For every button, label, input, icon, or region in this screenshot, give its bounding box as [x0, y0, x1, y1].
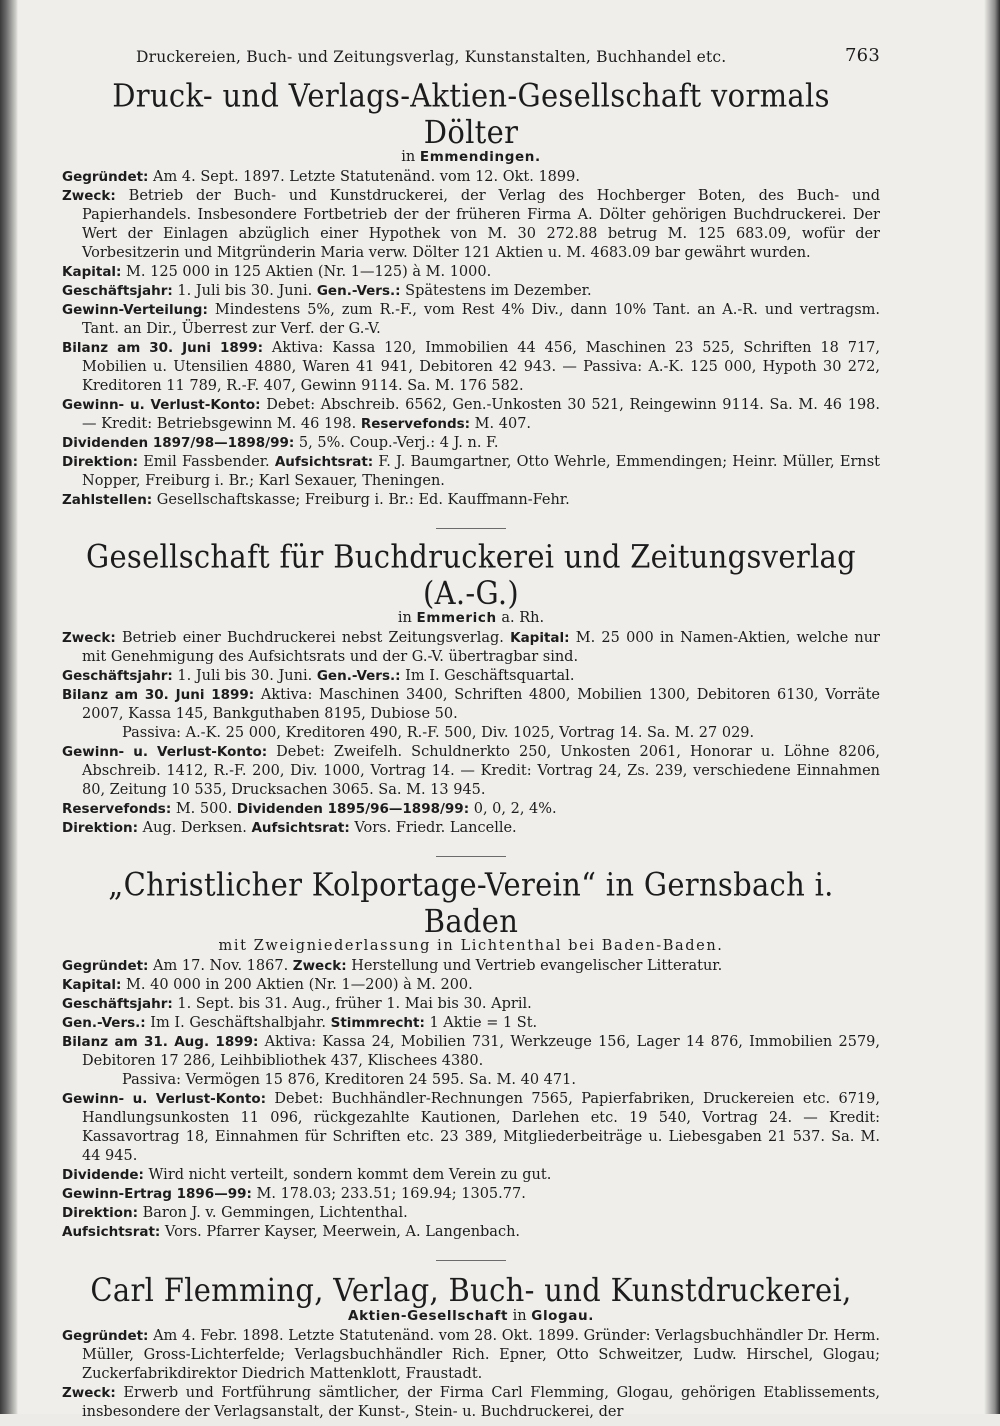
entry-label: Zweck:: [62, 188, 116, 204]
entry-label: Gewinn- u. Verlust-Konto:: [62, 744, 268, 760]
entry-line: [62, 168, 880, 187]
entry-text: Passiva: Vermögen 15 876, Kreditoren 24 595. Sa. M. 40 471.: [122, 1072, 576, 1088]
entry-text: Gesellschaftskasse; Freiburg i. Br.: Ed. Kauffmann-Fehr.: [152, 492, 570, 508]
subtitle-prefix: in: [397, 610, 417, 626]
entry-text: Debet: Abschreib. 6562, Gen.-Unkosten 30 521, Reingewinn 9114. Sa. M. 46 198. — Kredit: Betriebsgewinn M. 46 198.: [82, 397, 881, 432]
entry-line: [62, 453, 880, 491]
entry-line: [62, 491, 880, 510]
entry-line: [62, 1071, 880, 1090]
entry-line: [62, 1327, 880, 1384]
entry-line: [62, 1090, 880, 1166]
entry-label: Kapital:: [62, 977, 122, 993]
entry-text: Betrieb der Buch- und Kunstdruckerei, der Verlag des Hochberger Boten, des Buch- und Papierhandels. Insbesondere Fortbetrieb der der früheren Firma A. Dölter gehörigen Buchdruckerei. Der Wert der Einlagen abzüglich einer Hypothek von M. 30 272.88 betrug M. 125 683.09, wofür der Vorbesitzerin und Mitgründerin Maria verw. Dölter 121 Aktien u. M. 4683.09 bar gewährt wurden.: [82, 188, 880, 261]
firm-entry: [62, 528, 880, 838]
entry-line: [62, 1033, 880, 1071]
entry-text: M. 178.03; 233.51; 169.94; 1305.77.: [251, 1186, 526, 1202]
subtitle-city: Aktien-Gesellschaft: [348, 1308, 509, 1324]
entry-label: Gegründet:: [62, 958, 149, 974]
entry-label: Gewinn- u. Verlust-Konto:: [62, 397, 261, 413]
entry-label: Zweck:: [62, 1385, 116, 1401]
entry-label: Stimmrecht:: [330, 1015, 425, 1031]
entry-label: Kapital:: [510, 630, 570, 646]
separator-rule: [436, 1260, 506, 1261]
entry-line: [62, 819, 880, 838]
entry-line: [62, 339, 880, 396]
entry-line: [62, 282, 880, 301]
entry-label: Zweck:: [292, 958, 347, 974]
entry-label: Reservefonds:: [62, 801, 172, 817]
entry-label: Geschäftsjahr:: [62, 996, 173, 1012]
entry-line: [62, 1166, 880, 1185]
entry-label: Gen.-Vers.:: [62, 1015, 146, 1031]
entry-label: Gen.-Vers.:: [316, 283, 401, 299]
entry-line: [62, 667, 880, 686]
entry-label: Gegründet:: [62, 169, 149, 185]
entry-line: [62, 263, 880, 282]
entry-label: Aufsichtsrat:: [62, 1224, 161, 1240]
entry-line: [62, 629, 880, 667]
entry-label: Direktion:: [62, 1205, 138, 1221]
entry-line: [62, 1223, 880, 1242]
subtitle-prefix: in: [401, 149, 420, 165]
subtitle-city: Emmendingen.: [419, 149, 541, 165]
entry-line: [62, 1185, 880, 1204]
separator-rule: [436, 528, 506, 529]
entry-text: Debet: Zweifelh. Schuldnerkto 250, Unkosten 2061, Honorar u. Löhne 8206, Abschreib. 1412, R.-F. 200, Div. 1000, Vortrag 14. — Kredit: Vortrag 24, Zs. 239, verschiedene Einnahmen 80, Zeitung 10 535, Drucksachen 3065. Sa. M. 13 945.: [82, 744, 880, 798]
entry-text: Am 4. Febr. 1898. Letzte Statutenänd. vom 28. Okt. 1899. Gründer: Verlagsbuchhändler Dr. Herm. Müller, Gross-Lichterfelde; Verlagsbuchhändler Rich. Epner, Otto Schweitzer, Ludw. Hirschel, Glogau; Zuckerfabrikdirektor Diedrich Mattenklott, Fraustadt.: [82, 1328, 880, 1382]
firm-title: Gesellschaft für Buchdruckerei und Zeitungsverlag (A.-G.): [85, 538, 857, 612]
entry-line: [62, 396, 880, 434]
page-edge-right: [984, 0, 1000, 1414]
entry-text: Spätestens im Dezember.: [400, 283, 592, 299]
entry-text: Aktiva: Kassa 24, Mobilien 731, Werkzeuge 156, Lager 14 876, Immobilien 2579, Debitoren 17 286, Leihbibliothek 437, Klischees 4380.: [82, 1034, 880, 1069]
firm-title: Carl Flemming, Verlag, Buch- und Kunstdruckerei,: [90, 1271, 852, 1309]
entry-text: Im I. Geschäftsquartal.: [400, 668, 575, 684]
entry-text: Im I. Geschäftshalbjahr.: [145, 1015, 331, 1031]
entry-text: Aktiva: Kassa 120, Immobilien 44 456, Maschinen 23 525, Schriften 18 717, Mobilien u. Utensilien 4880, Waren 41 941, Debitoren 42 943. — Passiva: A.-K. 125 000, Hypoth 30 272, Kreditoren 11 789, R.-F. 407, Gewinn 9114. Sa. M. 176 582.: [82, 340, 881, 394]
entry-label: Gen.-Vers.:: [316, 668, 401, 684]
subtitle-suffix: in: [508, 1308, 532, 1324]
entry-line: [62, 957, 880, 976]
entry-line: [62, 995, 880, 1014]
entry-text: M. 500.: [171, 801, 237, 817]
entry-text: 1. Juli bis 30. Juni.: [172, 283, 317, 299]
entry-label: Direktion:: [62, 820, 138, 836]
entry-text: 0, 0, 2, 4%.: [469, 801, 557, 817]
entry-text: 1 Aktie = 1 St.: [424, 1015, 538, 1031]
entry-line: [62, 187, 880, 263]
firm-entry: [62, 1260, 880, 1422]
firm-entry: [62, 77, 881, 510]
firm-title: Druck- und Verlags-Aktien-Gesellschaft vormals Dölter: [112, 77, 830, 151]
entry-label: Kapital:: [62, 264, 122, 280]
entry-text: Wird nicht verteilt, sondern kommt dem Verein zu gut.: [143, 1167, 552, 1183]
entry-text: Baron J. v. Gemmingen, Lichtenthal.: [138, 1205, 408, 1221]
entry-label: Dividende:: [62, 1167, 144, 1183]
entry-text: Am 17. Nov. 1867.: [148, 958, 293, 974]
subtitle-prefix: mit Zweigniederlassung in Lichtenthal bei Baden-Baden.: [218, 938, 724, 954]
entry-label: Aufsichtsrat:: [274, 454, 374, 470]
entry-text: M. 407.: [470, 416, 532, 432]
firm-entry: [62, 856, 880, 1242]
entry-label: Zweck:: [62, 630, 116, 646]
subtitle-suffix: a. Rh.: [496, 610, 545, 626]
entry-line: [62, 301, 880, 339]
page-number: 763: [845, 45, 880, 66]
entry-text: M. 25 000 in Namen-Aktien, welche nur mit Genehmigung des Aufsichtsrats und der G.-V. übertragbar sind.: [82, 630, 880, 665]
entry-text: 1. Sept. bis 31. Aug., früher 1. Mai bis 30. April.: [172, 996, 532, 1012]
entry-text: Mindestens 5%, zum R.-F., vom Rest 4% Div., dann 10% Tant. an A.-R. und vertragsm. Tant. an Dir., Überrest zur Verf. der G.-V.: [82, 302, 880, 337]
entry-line: [62, 1204, 880, 1223]
entry-line: [62, 976, 880, 995]
entry-text: Aktiva: Maschinen 3400, Schriften 4800, Mobilien 1300, Debitoren 6130, Vorräte 2007, Kassa 145, Bankguthaben 8195, Dubiose 50.: [82, 687, 881, 722]
entry-text: Herstellung und Vertrieb evangelischer Litteratur.: [346, 958, 723, 974]
entry-text: Passiva: A.-K. 25 000, Kreditoren 490, R.-F. 500, Div. 1025, Vortrag 14. Sa. M. 27 029.: [122, 725, 755, 741]
separator-rule: [436, 856, 506, 857]
entry-label: Gewinn-Verteilung:: [62, 302, 208, 318]
entry-label: Geschäftsjahr:: [62, 283, 173, 299]
firm-title: „Christlicher Kolportage-Verein“ in Gernsbach i. Baden: [108, 866, 834, 940]
entry-label: Bilanz am 30. Juni 1899:: [62, 340, 263, 356]
entry-line: [62, 800, 880, 819]
entry-line: [62, 434, 880, 453]
entry-line: [62, 686, 880, 724]
page-edge-left: [0, 0, 18, 1414]
entry-line: [62, 1384, 880, 1422]
entry-label: Reservefonds:: [360, 416, 471, 432]
entry-line: [62, 724, 880, 743]
firm-subtitle: [62, 1307, 880, 1325]
entry-text: F. J. Baumgartner, Otto Wehrle, Emmendingen; Heinr. Müller, Ernst Nopper, Freiburg i. Br.; Karl Sexauer, Theningen.: [82, 454, 880, 489]
entry-label: Bilanz am 31. Aug. 1899:: [62, 1034, 259, 1050]
entry-label: Gewinn- u. Verlust-Konto:: [62, 1091, 267, 1107]
entry-text: Vors. Pfarrer Kayser, Meerwein, A. Langenbach.: [160, 1224, 521, 1240]
firm-list: [62, 77, 881, 1422]
entry-line: [62, 1014, 880, 1033]
entry-label: Geschäftsjahr:: [62, 668, 173, 684]
entry-text: Am 4. Sept. 1897. Letzte Statutenänd. vom 12. Okt. 1899.: [148, 169, 580, 185]
entry-label: Gewinn-Ertrag 1896—99:: [62, 1186, 252, 1202]
entry-text: 1. Juli bis 30. Juni.: [172, 668, 317, 684]
entry-label: Dividenden 1897/98—1898/99:: [62, 435, 295, 451]
entry-label: Dividenden 1895/96—1898/99:: [236, 801, 470, 817]
subtitle-city: Emmerich: [416, 610, 497, 626]
entry-text: Betrieb einer Buchdruckerei nebst Zeitungsverlag.: [115, 630, 511, 646]
entry-text: 5, 5%. Coup.-Verj.: 4 J. n. F.: [294, 435, 499, 451]
running-head-text: Druckereien, Buch- und Zeitungsverlag, Kunstanstalten, Buchhandel etc.: [136, 48, 727, 66]
entry-text: Emil Fassbender.: [138, 454, 275, 470]
entry-text: M. 125 000 in 125 Aktien (Nr. 1—125) à M. 1000.: [121, 264, 492, 280]
entry-label: Gegründet:: [62, 1328, 149, 1344]
subtitle-city-2: Glogau.: [531, 1308, 594, 1324]
entry-text: Vors. Friedr. Lancelle.: [349, 820, 517, 836]
entry-label: Zahlstellen:: [62, 492, 153, 508]
entry-label: Direktion:: [62, 454, 138, 470]
entry-label: Bilanz am 30. Juni 1899:: [62, 687, 255, 703]
entry-line: [62, 743, 880, 800]
entry-label: Aufsichtsrat:: [251, 820, 350, 836]
entry-text: M. 40 000 in 200 Aktien (Nr. 1—200) à M. 200.: [121, 977, 473, 993]
entry-text: Debet: Buchhändler-Rechnungen 7565, Papierfabriken, Druckereien etc. 6719, Handlungsunkosten 11 096, rückgezahlte Kautionen, Darlehen etc. 19 540, Vortrag 24. — Kredit: Kassavortrag 18, Einnahmen für Schriften etc. 23 389, Mitgliederbeiträge u. Liebesgaben 21 537. Sa. M. 44 945.: [82, 1091, 880, 1164]
page-content: [62, 40, 880, 1426]
running-head: [62, 40, 880, 74]
entry-text: Erwerb und Fortführung sämtlicher, der Firma Carl Flemming, Glogau, gehörigen Etablissements, insbesondere der Verlagsanstalt, der Kunst-, Stein- u. Buchdruckerei, der: [82, 1385, 880, 1420]
entry-text: Aug. Derksen.: [138, 820, 252, 836]
